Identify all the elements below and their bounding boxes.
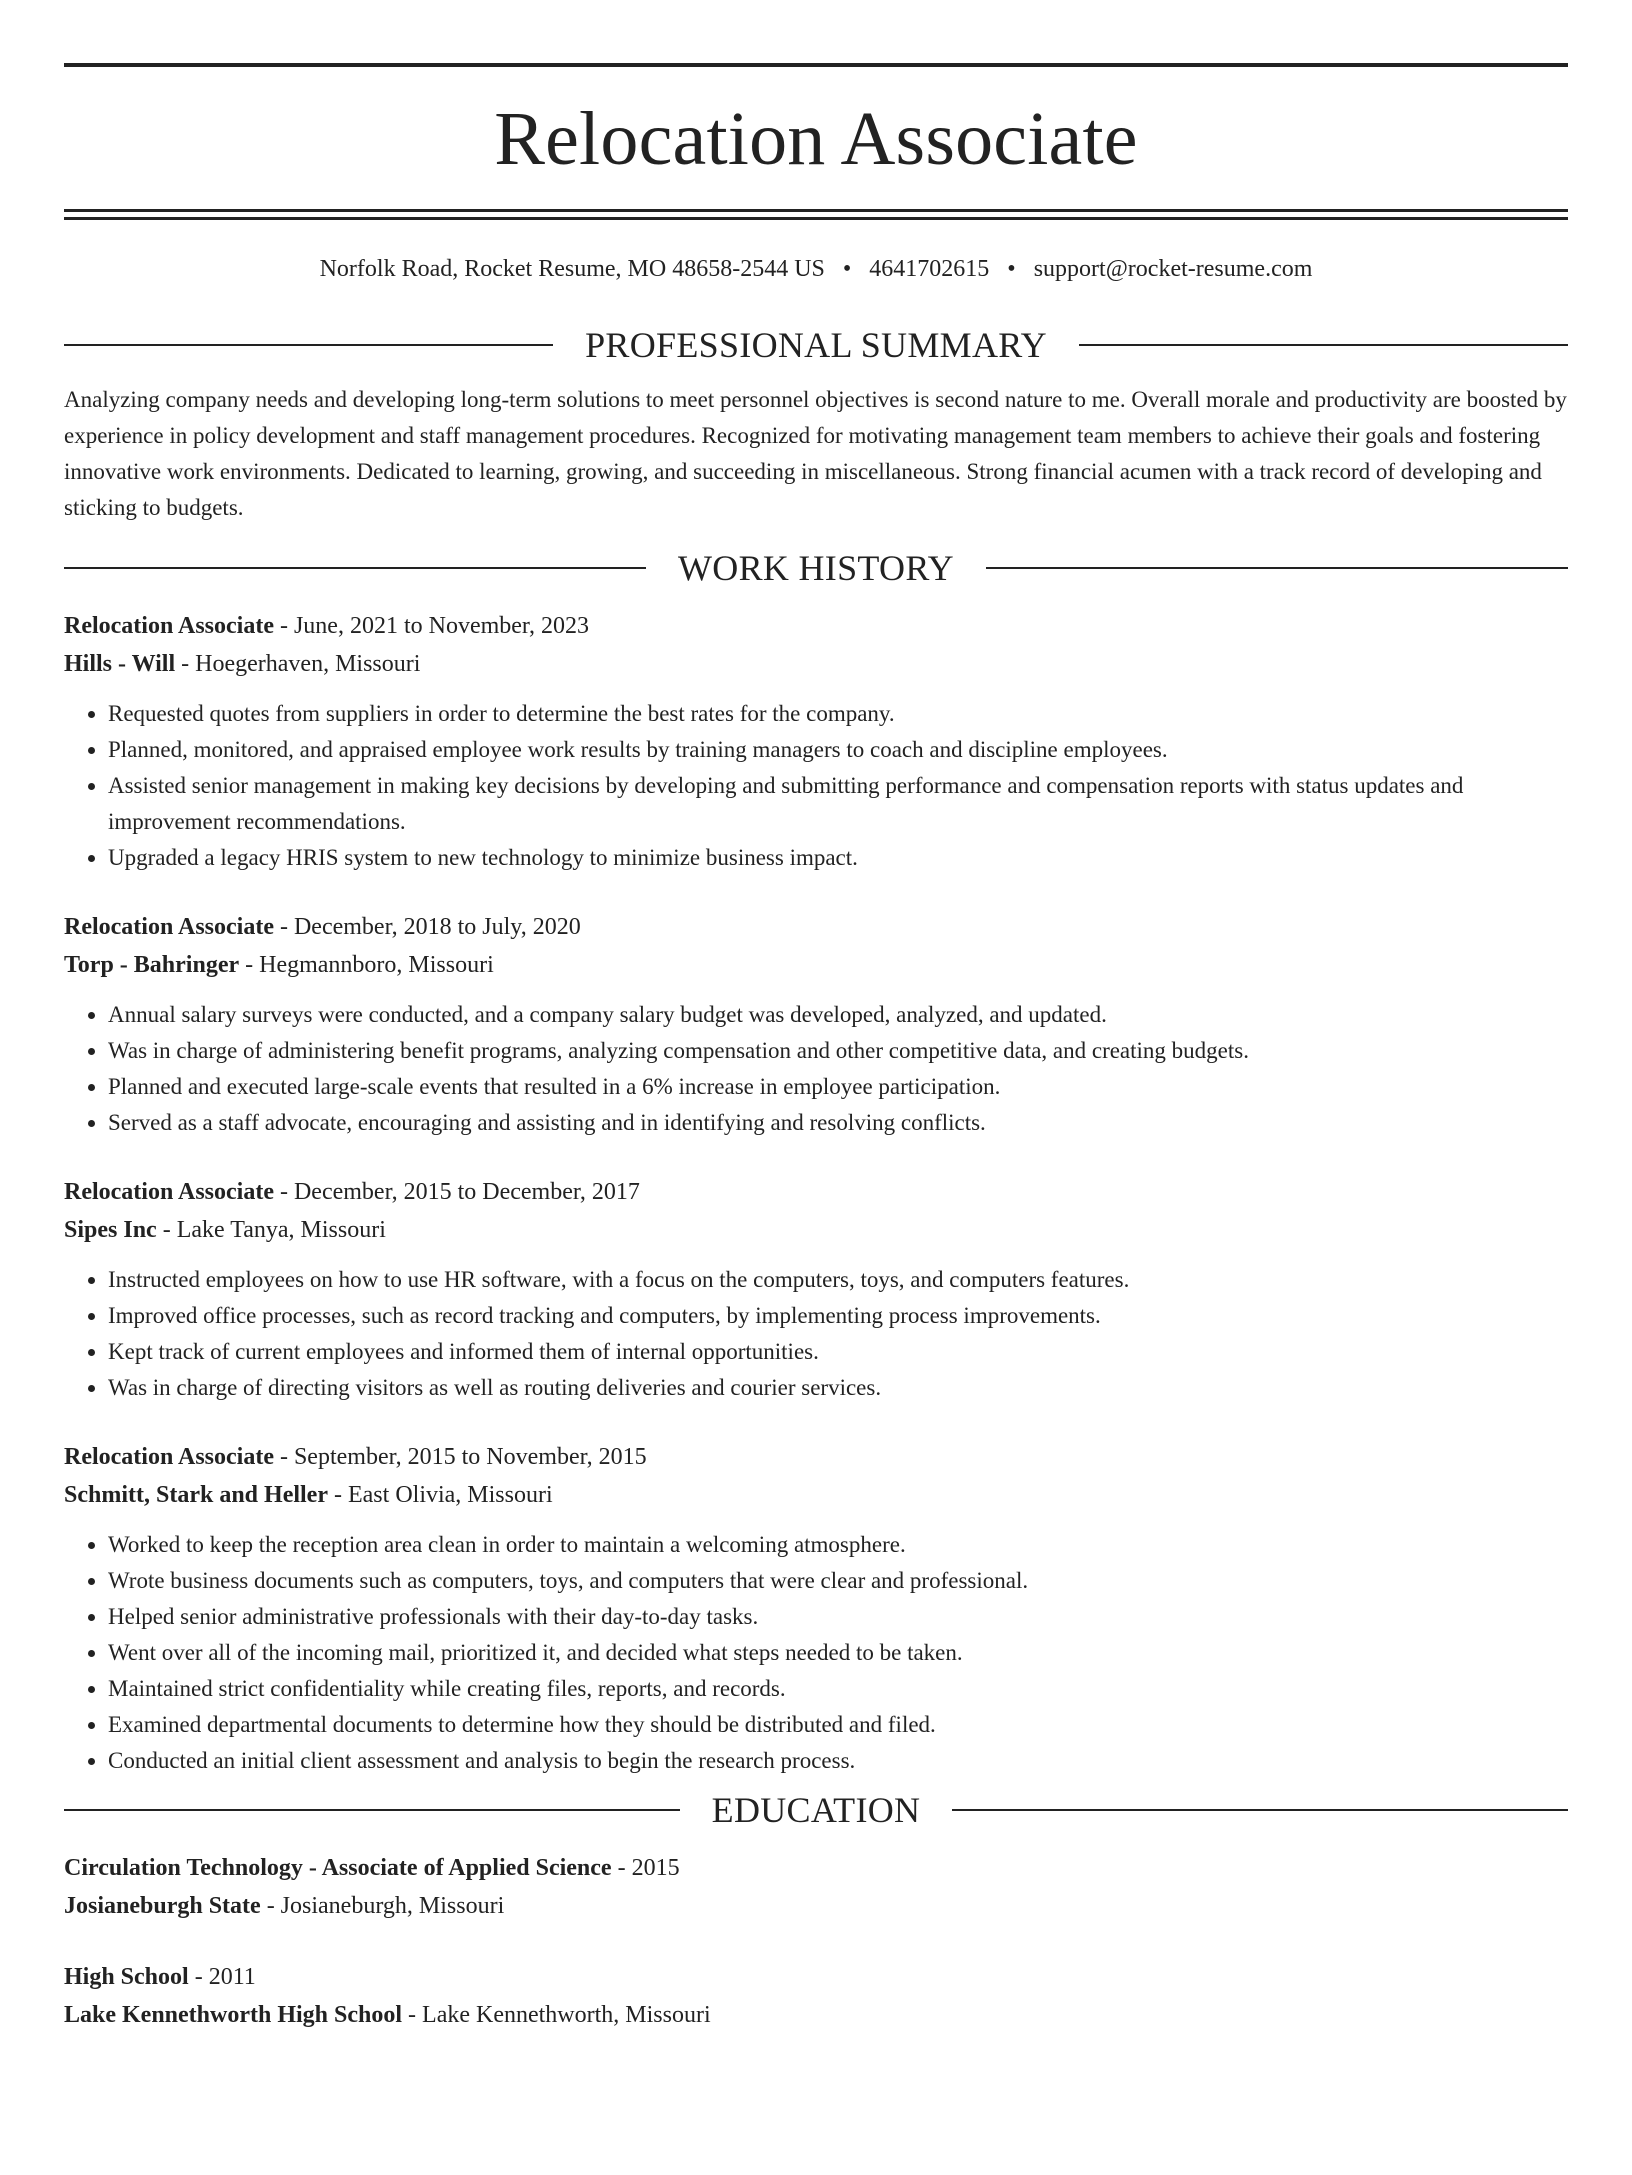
job-entry (64, 1438, 1568, 1779)
education-school: Lake Kennethworth High School (64, 2002, 403, 2028)
job-title-line (64, 607, 1568, 645)
contact-separator: • (842, 256, 852, 282)
job-bullet: • Served as a staff advocate, encouraging and assisting and in identifying and resolving conflicts. (108, 1105, 1568, 1141)
job-bullet: • Kept track of current employees and informed them of internal opportunities. (108, 1334, 1568, 1370)
education-degree: Circulation Technology - Associate of Applied Science (64, 1855, 612, 1881)
job-entry (64, 607, 1568, 876)
education-year: - 2011 (188, 1964, 256, 1990)
job-title-line (64, 908, 1568, 946)
contact-line (64, 253, 1568, 285)
job-location: - East Olivia, Missouri (328, 1482, 553, 1508)
education-entry (64, 1958, 1568, 2034)
job-bullets (64, 997, 1568, 1141)
heading-rule-left (64, 344, 553, 346)
job-title: Relocation Associate (64, 914, 274, 940)
education-degree-line (64, 1958, 1568, 1996)
job-location: - Lake Tanya, Missouri (156, 1217, 386, 1243)
job-bullet: • Planned and executed large-scale events that resulted in a 6% increase in employee participation. (108, 1069, 1568, 1105)
job-bullets (64, 1262, 1568, 1406)
contact-address: Norfolk Road, Rocket Resume, MO 48658-2544 US (319, 256, 825, 282)
job-title: Relocation Associate (64, 1444, 274, 1470)
education-year: - 2015 (611, 1855, 680, 1881)
job-entry (64, 908, 1568, 1141)
heading-rule-right (952, 1809, 1568, 1811)
job-bullet: • Upgraded a legacy HRIS system to new technology to minimize business impact. (108, 840, 1568, 876)
heading-rule-left (64, 567, 646, 569)
job-bullets (64, 1527, 1568, 1779)
job-bullets (64, 696, 1568, 876)
job-company: Sipes Inc (64, 1217, 157, 1243)
job-bullet: • Went over all of the incoming mail, prioritized it, and decided what steps needed to be taken. (108, 1635, 1568, 1671)
job-bullet: • Wrote business documents such as computers, toys, and computers that were clear and professional. (108, 1563, 1568, 1599)
job-company-line (64, 1476, 1568, 1514)
job-dates: - December, 2018 to July, 2020 (273, 914, 581, 940)
heading-rule-left (64, 1809, 680, 1811)
education-entry (64, 1849, 1568, 1925)
job-title-line (64, 1173, 1568, 1211)
top-rule (64, 63, 1568, 67)
heading-rule-right (1079, 344, 1568, 346)
job-bullet: • Requested quotes from suppliers in order to determine the best rates for the company. (108, 696, 1568, 732)
education-location: - Lake Kennethworth, Missouri (402, 2002, 711, 2028)
job-title: Relocation Associate (64, 1179, 274, 1205)
job-location: - Hegmannboro, Missouri (239, 952, 494, 978)
section-heading-education (64, 1788, 1568, 1832)
job-bullet: • Assisted senior management in making key decisions by developing and submitting performance and compensation reports with status updates and improvement recommendations. (108, 768, 1568, 840)
job-dates: - September, 2015 to November, 2015 (273, 1444, 647, 1470)
section-heading-label: EDUCATION (711, 1790, 921, 1830)
job-bullet: • Helped senior administrative professionals with their day-to-day tasks. (108, 1599, 1568, 1635)
job-bullet: • Instructed employees on how to use HR software, with a focus on the computers, toys, and computers features. (108, 1262, 1568, 1298)
job-bullet: • Maintained strict confidentiality while creating files, reports, and records. (108, 1671, 1568, 1707)
job-title-line (64, 1438, 1568, 1476)
section-heading-summary (64, 323, 1568, 367)
summary-text: Analyzing company needs and developing long-term solutions to meet personnel objectives is second nature to me. Overall morale and productivity are boosted by experience in policy development and staff management procedures. Recognized for motivating management team members to achieve their goals and fostering innovative work environments. Dedicated to learning, growing, and succeeding in miscellaneous. Strong financial acumen with a track record of developing and sticking to budgets. (64, 387, 1567, 520)
education-location: - Josianeburgh, Missouri (260, 1893, 505, 1919)
section-heading-work (64, 546, 1568, 590)
education-degree: High School (64, 1964, 189, 1990)
contact-email: support@rocket-resume.com (1033, 256, 1313, 282)
job-company-line (64, 1211, 1568, 1249)
job-bullet: • Conducted an initial client assessment and analysis to begin the research process. (108, 1743, 1568, 1779)
education-degree-line (64, 1849, 1568, 1887)
job-entry (64, 1173, 1568, 1406)
job-company: Hills - Will (64, 651, 176, 677)
job-bullet: • Examined departmental documents to determine how they should be distributed and filed. (108, 1707, 1568, 1743)
contact-separator: • (1007, 256, 1016, 282)
job-bullet: • Was in charge of administering benefit programs, analyzing compensation and other competitive data, and creating budgets. (108, 1033, 1568, 1069)
job-dates: - June, 2021 to November, 2023 (273, 613, 589, 639)
job-location: - Hoegerhaven, Missouri (175, 651, 421, 677)
resume-name: Relocation Associate (494, 97, 1138, 181)
job-bullet: • Was in charge of directing visitors as well as routing deliveries and courier services. (108, 1370, 1568, 1406)
job-company-line (64, 645, 1568, 683)
education-school-line (64, 1887, 1568, 1925)
education-school: Josianeburgh State (64, 1893, 261, 1919)
job-dates: - December, 2015 to December, 2017 (273, 1179, 640, 1205)
section-heading-label: WORK HISTORY (678, 548, 954, 588)
job-bullet: • Planned, monitored, and appraised employee work results by training managers to coach and discipline employees. (108, 732, 1568, 768)
contact-phone: 4641702615 (869, 256, 990, 282)
job-bullet: • Annual salary surveys were conducted, and a company salary budget was developed, analyzed, and updated. (108, 997, 1568, 1033)
section-heading-label: PROFESSIONAL SUMMARY (585, 325, 1047, 365)
resume-page (0, 63, 1632, 2175)
job-title: Relocation Associate (64, 613, 274, 639)
job-bullet: • Worked to keep the reception area clean in order to maintain a welcoming atmosphere. (108, 1527, 1568, 1563)
education-school-line (64, 1996, 1568, 2034)
heading-rule-right (986, 567, 1568, 569)
job-company: Torp - Bahringer (64, 952, 240, 978)
job-company-line (64, 946, 1568, 984)
job-company: Schmitt, Stark and Heller (64, 1482, 328, 1508)
double-rule (64, 209, 1568, 220)
job-bullet: • Improved office processes, such as record tracking and computers, by implementing process improvements. (108, 1298, 1568, 1334)
